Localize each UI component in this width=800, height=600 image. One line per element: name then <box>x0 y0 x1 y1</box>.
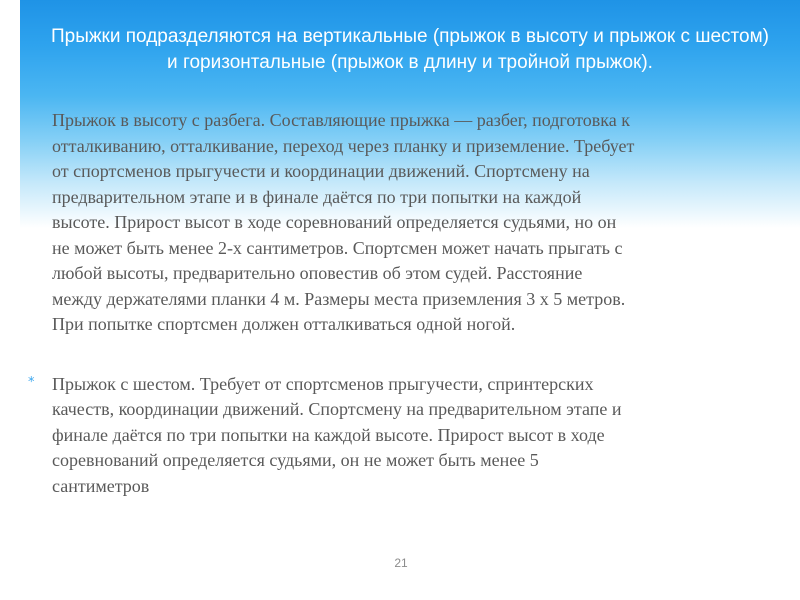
slide-title-line: и горизонтальные (прыжок в длину и тройной прыжок). <box>167 52 653 73</box>
slide-title <box>20 24 800 76</box>
text-line: отталкиванию, отталкивание, переход через планку и приземление. Требует <box>52 135 635 156</box>
bullet-icon: * <box>28 374 35 390</box>
text-line: не может быть менее 2-х сантиметров. Спортсмен может начать прыгать с <box>52 237 623 258</box>
text-line: сантиметров <box>52 475 150 496</box>
paragraph-high-jump <box>24 108 776 338</box>
text-line: от спортсменов прыгучести и координации движений. Спортсмену на <box>52 161 590 181</box>
text-line: между держателями планки 4 м. Размеры места приземления 3 х 5 метров. <box>52 288 626 309</box>
text-line: финале даётся по три попытки на каждой высоте. Прирост высот в ходе <box>52 424 605 445</box>
paragraph-pole-vault <box>52 372 776 500</box>
text-line: Прыжок с шестом. Требует от спортсменов прыгучести, спринтерских <box>52 373 594 394</box>
text-line: соревнований определяется судьями, он не может быть менее 5 <box>52 450 539 470</box>
bullet-item-pole-vault <box>24 372 776 500</box>
text-line: любой высоты, предварительно оповестив об этом судей. Расстояние <box>52 263 583 283</box>
text-line: высоте. Прирост высот в ходе соревнований определяется судьями, но он <box>52 212 617 232</box>
text-line: При попытке спортсмен должен отталкиваться одной ногой. <box>52 314 516 334</box>
text-line: предварительном этапе и в финале даётся по три попытки на каждой <box>52 186 582 207</box>
page-number: 21 <box>394 556 408 570</box>
slide-body <box>24 108 776 499</box>
text-line: качеств, координации движений. Спортсмену на предварительном этапе и <box>52 399 622 419</box>
slide-title-line: Прыжки подразделяются на вертикальные (прыжок в высоту и прыжок с шестом) <box>50 26 770 47</box>
text-line: Прыжок в высоту с разбега. Составляющие прыжка — разбег, подготовка к <box>52 110 630 130</box>
